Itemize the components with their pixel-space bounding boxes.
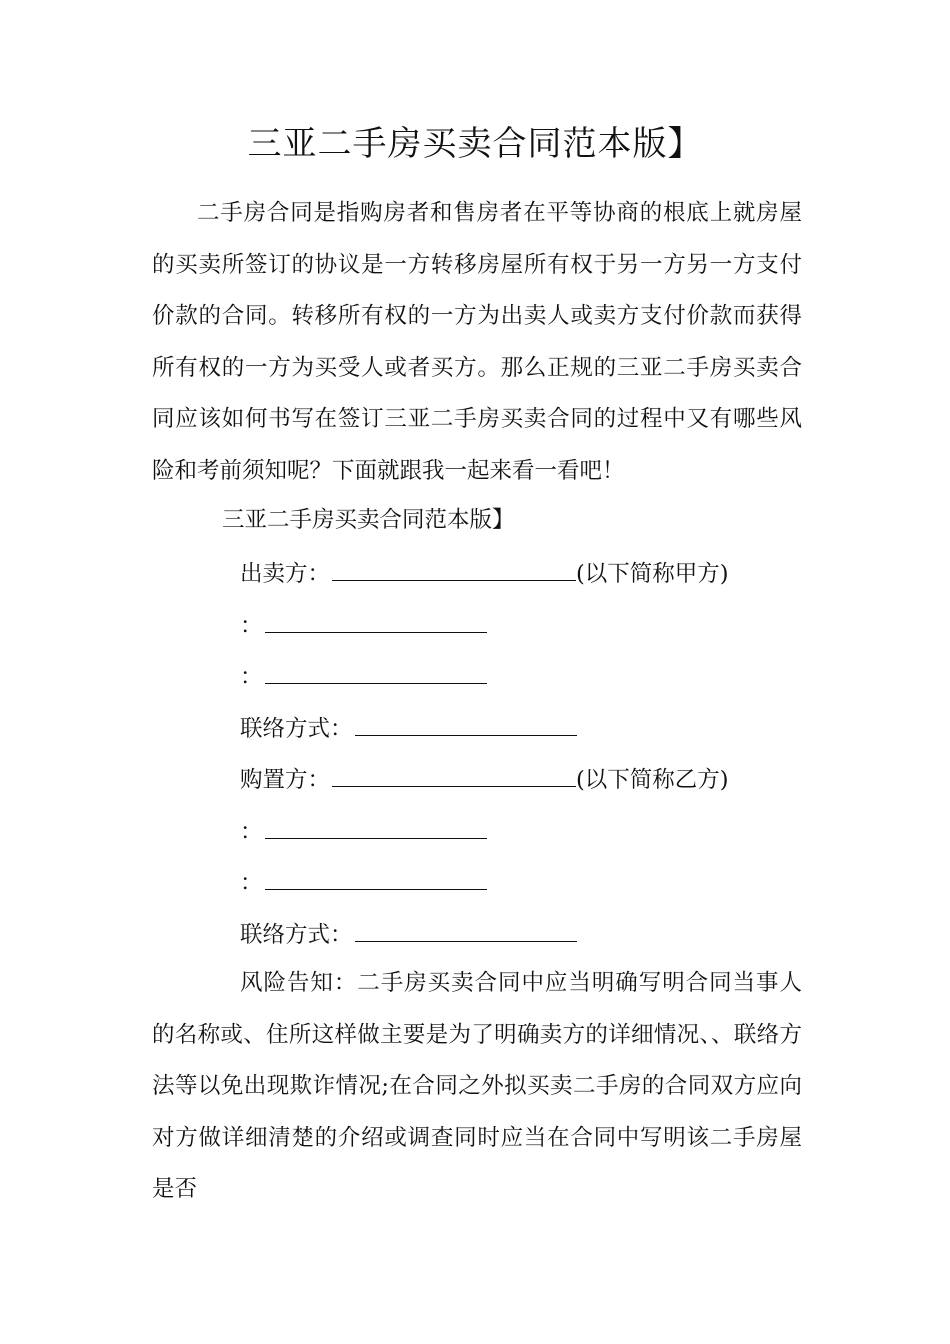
- seller-field2-label: ：: [240, 664, 263, 690]
- seller-field1-blank[interactable]: [265, 608, 487, 633]
- seller-field2-blank[interactable]: [265, 659, 487, 684]
- seller-field1-label: ：: [240, 613, 263, 639]
- buyer-field2-row: [240, 863, 487, 903]
- seller-row: [240, 554, 729, 594]
- buyer-contact-blank[interactable]: [355, 917, 577, 942]
- buyer-field2-label: ：: [240, 870, 263, 896]
- seller-field1-row: [240, 606, 487, 646]
- buyer-suffix: (以下简称乙方): [576, 767, 729, 793]
- seller-field2-row: [240, 657, 487, 697]
- buyer-field1-label: ：: [240, 819, 263, 845]
- buyer-contact-label: 联络方式：: [240, 922, 353, 948]
- buyer-field1-row: [240, 812, 487, 852]
- buyer-label: 购置方：: [240, 767, 331, 793]
- document-title: 三亚二手房买卖合同范本版】: [247, 124, 703, 164]
- intro-paragraph: 二手房合同是指购房者和售房者在平等协商的根底上就房屋的买卖所签订的协议是一方转移房屋所有权于另一方另一方支付价款的合同。转移所有权的一方为出卖人或卖方支付价款而获得所有权的一方为买受人或者买方。那么正规的三亚二手房买卖合同应该如何书写在签订三亚二手房买卖合同的过程中又有哪些风险和考前须知呢？下面就跟我一起来看一看吧！: [152, 200, 802, 484]
- buyer-name-blank[interactable]: [332, 762, 576, 787]
- risk-notice-paragraph: 风险告知：二手房买卖合同中应当明确写明合同当事人的名称或、住所这样做主要是为了明确卖方的详细情况、、联络方法等以免出现欺诈情况;在合同之外拟买卖二手房的合同双方应向对方做详细清楚的介绍或调查同时应当在合同中写明该二手房屋是否: [152, 970, 802, 1202]
- seller-suffix: (以下简称甲方): [576, 561, 729, 587]
- seller-label: 出卖方：: [240, 561, 331, 587]
- seller-contact-blank[interactable]: [355, 711, 577, 736]
- contract-subtitle: 三亚二手房买卖合同范本版】: [222, 507, 515, 533]
- buyer-field1-blank[interactable]: [265, 814, 487, 839]
- buyer-row: [240, 760, 729, 800]
- buyer-field2-blank[interactable]: [265, 865, 487, 890]
- buyer-contact-row: [240, 915, 577, 955]
- seller-contact-label: 联络方式：: [240, 716, 353, 742]
- seller-name-blank[interactable]: [332, 556, 576, 581]
- seller-contact-row: [240, 709, 577, 749]
